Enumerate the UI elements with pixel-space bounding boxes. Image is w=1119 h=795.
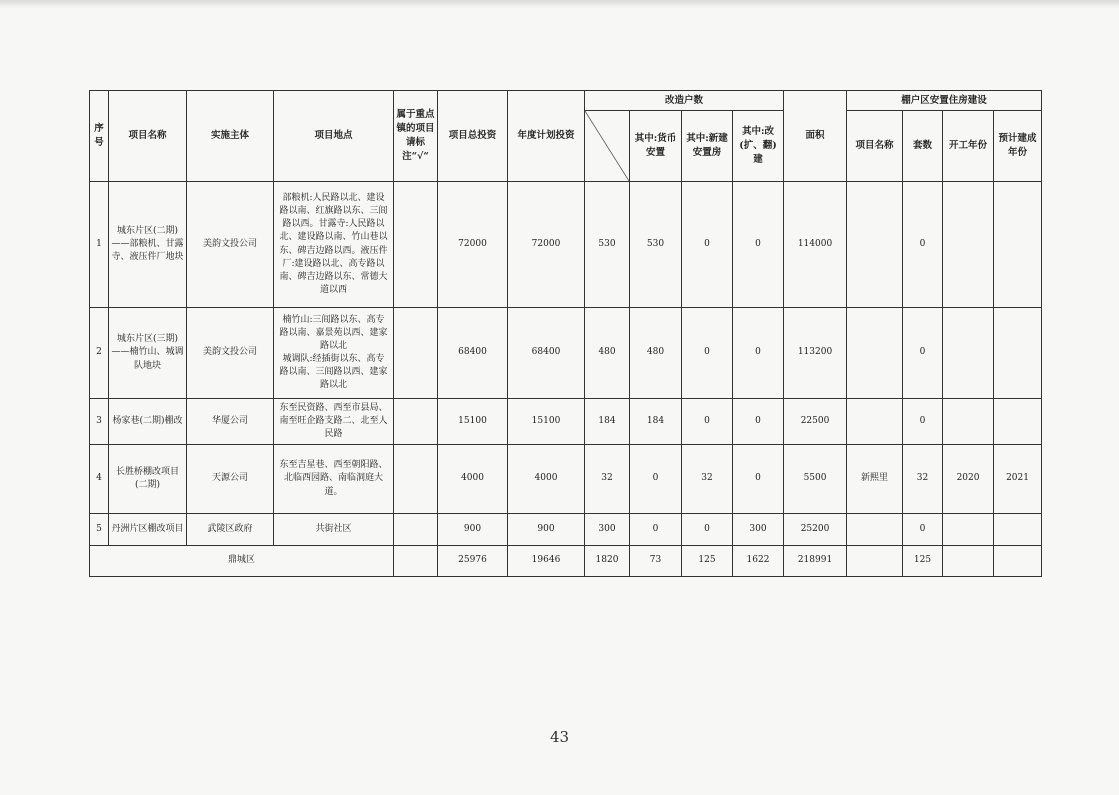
- cell-location: 东至民资路、西至市县局、南至旺企路支路二、北至人民路: [274, 399, 394, 445]
- total-label: 鼎城区: [90, 546, 394, 577]
- cell-renovate: 0: [733, 182, 784, 308]
- cell-resettle-name: 新熙里: [847, 445, 903, 514]
- cell-seq: 4: [90, 445, 109, 514]
- cell-project-name: 杨家巷(二期)棚改: [109, 399, 187, 445]
- cell-households: 184: [585, 399, 630, 445]
- cell-implementer: 华厦公司: [187, 399, 274, 445]
- header-implementer: 实施主体: [187, 91, 274, 182]
- cell-households: 32: [585, 445, 630, 514]
- cell-completion-year: [994, 399, 1042, 445]
- total-area: 218991: [784, 546, 847, 577]
- cell-total-investment: 900: [438, 514, 508, 546]
- table-row: [90, 182, 1042, 308]
- cell-location: 共街社区: [274, 514, 394, 546]
- cell-key-town: [394, 514, 438, 546]
- header-currency-resettlement: 其中:货币安置: [630, 111, 682, 182]
- cell-project-name: 城东片区(二期)——部粮机、甘露寺、液压件厂地块: [109, 182, 187, 308]
- cell-annual-investment: 900: [508, 514, 585, 546]
- cell-implementer: 美韵文投公司: [187, 182, 274, 308]
- cell-units: 32: [903, 445, 943, 514]
- cell-annual-investment: 15100: [508, 399, 585, 445]
- scan-edge: [0, 0, 1119, 8]
- total-currency: 73: [630, 546, 682, 577]
- header-area: 面积: [784, 91, 847, 182]
- cell-location: 部粮机:人民路以北、建设路以南、红旗路以东、三闾路以西。甘露寺:人民路以北、建设路以南、竹山巷以东、碑吉边路以西。液压件厂:建设路以北、高专路以南、碑吉边路以东、常德大道以西: [274, 182, 394, 308]
- cell-new-build: 32: [682, 445, 733, 514]
- header-annual-investment: 年度计划投资: [508, 91, 585, 182]
- cell-units: 0: [903, 514, 943, 546]
- cell-units: 0: [903, 182, 943, 308]
- table-row: [90, 399, 1042, 445]
- cell-total-investment: 72000: [438, 182, 508, 308]
- cell-households: 480: [585, 308, 630, 399]
- cell-completion-year: [994, 514, 1042, 546]
- header-new-build-resettlement: 其中:新建安置房: [682, 111, 733, 182]
- header-row-1: [90, 91, 1042, 111]
- cell-completion-year: [994, 308, 1042, 399]
- header-households-diagonal: [585, 111, 630, 182]
- total-key-town: [394, 546, 438, 577]
- header-resettlement-group: 棚户区安置住房建设: [847, 91, 1042, 111]
- total-new-build: 125: [682, 546, 733, 577]
- cell-renovate: 300: [733, 514, 784, 546]
- header-seq: 序号: [90, 91, 109, 182]
- total-row: [90, 546, 1042, 577]
- cell-households: 300: [585, 514, 630, 546]
- diagonal-line: [585, 111, 629, 181]
- cell-completion-year: [994, 182, 1042, 308]
- header-total-investment: 项目总投资: [438, 91, 508, 182]
- cell-new-build: 0: [682, 514, 733, 546]
- total-investment: 25976: [438, 546, 508, 577]
- cell-implementer: 美韵文投公司: [187, 308, 274, 399]
- housing-project-table: [89, 90, 1042, 577]
- cell-location: 楠竹山:三闾路以东、高专路以南、嘉景苑以西、建家路以北 城调队:经插街以东、高专路以南、三闾路以西、建家路以北: [274, 308, 394, 399]
- total-annual-investment: 19646: [508, 546, 585, 577]
- cell-units: 0: [903, 308, 943, 399]
- cell-area: 114000: [784, 182, 847, 308]
- cell-key-town: [394, 445, 438, 514]
- header-resettle-project-name: 项目名称: [847, 111, 903, 182]
- cell-completion-year: 2021: [994, 445, 1042, 514]
- header-renovation: 其中:改(扩、翻)建: [733, 111, 784, 182]
- cell-project-name: 长胜桥棚改项目(二期): [109, 445, 187, 514]
- cell-currency: 530: [630, 182, 682, 308]
- cell-renovate: 0: [733, 445, 784, 514]
- cell-key-town: [394, 399, 438, 445]
- cell-currency: 0: [630, 514, 682, 546]
- cell-start-year: [943, 514, 994, 546]
- header-location: 项目地点: [274, 91, 394, 182]
- cell-new-build: 0: [682, 399, 733, 445]
- cell-annual-investment: 68400: [508, 308, 585, 399]
- total-units: 125: [903, 546, 943, 577]
- cell-implementer: 武陵区政府: [187, 514, 274, 546]
- cell-area: 25200: [784, 514, 847, 546]
- cell-start-year: [943, 399, 994, 445]
- cell-key-town: [394, 308, 438, 399]
- cell-seq: 2: [90, 308, 109, 399]
- cell-units: 0: [903, 399, 943, 445]
- total-households: 1820: [585, 546, 630, 577]
- cell-implementer: 天源公司: [187, 445, 274, 514]
- cell-new-build: 0: [682, 182, 733, 308]
- cell-start-year: [943, 182, 994, 308]
- cell-key-town: [394, 182, 438, 308]
- cell-seq: 3: [90, 399, 109, 445]
- table-row: [90, 514, 1042, 546]
- total-resettle-name: [847, 546, 903, 577]
- cell-households: 530: [585, 182, 630, 308]
- header-key-town: 属于重点镇的项目请标注“√“: [394, 91, 438, 182]
- header-households-group: 改造户数: [585, 91, 784, 111]
- cell-location: 东至吉星巷、西至朝阳路、北临西园路、南临洞庭大道。: [274, 445, 394, 514]
- total-renovate: 1622: [733, 546, 784, 577]
- cell-currency: 480: [630, 308, 682, 399]
- cell-project-name: 城东片区(三期)——楠竹山、城调队地块: [109, 308, 187, 399]
- table-row: [90, 308, 1042, 399]
- header-completion-year: 预计建成年份: [994, 111, 1042, 182]
- cell-resettle-name: [847, 182, 903, 308]
- page-number: 43: [549, 728, 570, 746]
- cell-currency: 184: [630, 399, 682, 445]
- cell-start-year: [943, 308, 994, 399]
- total-start-year: [943, 546, 994, 577]
- total-completion-year: [994, 546, 1042, 577]
- cell-seq: 1: [90, 182, 109, 308]
- table-row: [90, 445, 1042, 514]
- cell-project-name: 丹洲片区棚改项目: [109, 514, 187, 546]
- cell-total-investment: 15100: [438, 399, 508, 445]
- cell-start-year: 2020: [943, 445, 994, 514]
- header-start-year: 开工年份: [943, 111, 994, 182]
- cell-area: 22500: [784, 399, 847, 445]
- cell-annual-investment: 4000: [508, 445, 585, 514]
- header-project-name: 项目名称: [109, 91, 187, 182]
- cell-renovate: 0: [733, 308, 784, 399]
- cell-renovate: 0: [733, 399, 784, 445]
- cell-area: 113200: [784, 308, 847, 399]
- cell-total-investment: 68400: [438, 308, 508, 399]
- cell-currency: 0: [630, 445, 682, 514]
- cell-resettle-name: [847, 308, 903, 399]
- cell-annual-investment: 72000: [508, 182, 585, 308]
- header-units: 套数: [903, 111, 943, 182]
- cell-seq: 5: [90, 514, 109, 546]
- cell-area: 5500: [784, 445, 847, 514]
- cell-resettle-name: [847, 399, 903, 445]
- cell-total-investment: 4000: [438, 445, 508, 514]
- cell-resettle-name: [847, 514, 903, 546]
- cell-new-build: 0: [682, 308, 733, 399]
